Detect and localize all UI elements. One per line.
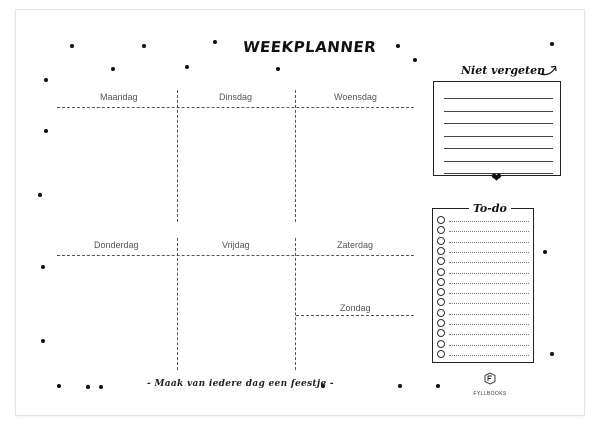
- todo-checkbox[interactable]: [437, 350, 445, 358]
- confetti-dot: [550, 42, 554, 46]
- confetti-dot: [70, 44, 74, 48]
- heart-icon: ❤: [491, 170, 502, 185]
- todo-line: [449, 283, 529, 284]
- todo-checkbox[interactable]: [437, 237, 445, 245]
- todo-checkbox[interactable]: [437, 340, 445, 348]
- todo-line: [449, 293, 529, 294]
- curved-arrow-icon: [536, 62, 560, 78]
- confetti-dot: [57, 384, 61, 388]
- todo-item[interactable]: [437, 329, 529, 337]
- day-label-wednesday: Woensdag: [334, 92, 377, 102]
- day-label-monday: Maandag: [100, 92, 138, 102]
- confetti-dot: [41, 339, 45, 343]
- reminder-line: [444, 148, 553, 149]
- todo-checkbox[interactable]: [437, 329, 445, 337]
- todo-item[interactable]: [437, 278, 529, 286]
- column-divider-1-top: [177, 90, 178, 222]
- confetti-dot: [550, 352, 554, 356]
- page-title: WEEKPLANNER: [242, 38, 378, 56]
- todo-checkbox[interactable]: [437, 288, 445, 296]
- todo-line: [449, 324, 529, 325]
- todo-line: [449, 355, 529, 356]
- confetti-dot: [86, 385, 90, 389]
- todo-checkbox[interactable]: [437, 257, 445, 265]
- todo-title: To-do: [469, 202, 511, 215]
- todo-checkbox[interactable]: [437, 298, 445, 306]
- reminder-line: [444, 111, 553, 112]
- confetti-dot: [543, 250, 547, 254]
- todo-item[interactable]: [437, 288, 529, 296]
- todo-item[interactable]: [437, 226, 529, 234]
- reminder-line: [444, 123, 553, 124]
- todo-item[interactable]: [437, 298, 529, 306]
- confetti-dot: [398, 384, 402, 388]
- day-label-sunday: Zondag: [340, 303, 371, 313]
- confetti-dot: [111, 67, 115, 71]
- todo-line: [449, 314, 529, 315]
- todo-checkbox[interactable]: [437, 278, 445, 286]
- column-divider-1-bottom: [177, 238, 178, 370]
- brand-logo: [470, 372, 510, 397]
- fyllbooks-logo-icon: [484, 372, 496, 385]
- todo-line: [449, 262, 529, 263]
- motto: - Maak van iedere dag een feestje -: [147, 379, 334, 389]
- confetti-dot: [413, 58, 417, 62]
- brand-name: FYLLBOOKS: [473, 391, 507, 397]
- confetti-dot: [213, 40, 217, 44]
- todo-line: [449, 221, 529, 222]
- todo-item[interactable]: [437, 257, 529, 265]
- todo-item[interactable]: [437, 309, 529, 317]
- confetti-dot: [396, 44, 400, 48]
- todo-checkbox[interactable]: [437, 247, 445, 255]
- confetti-dot: [276, 67, 280, 71]
- confetti-dot: [44, 78, 48, 82]
- confetti-dot: [436, 384, 440, 388]
- sunday-divider: [296, 315, 414, 316]
- todo-item[interactable]: [437, 350, 529, 358]
- column-divider-2-top: [295, 90, 296, 222]
- todo-item[interactable]: [437, 268, 529, 276]
- todo-line: [449, 242, 529, 243]
- todo-checkbox[interactable]: [437, 268, 445, 276]
- confetti-dot: [41, 265, 45, 269]
- todo-item[interactable]: [437, 237, 529, 245]
- todo-checkbox[interactable]: [437, 319, 445, 327]
- reminder-line: [444, 136, 553, 137]
- reminder-box[interactable]: [433, 81, 561, 176]
- day-label-friday: Vrijdag: [222, 240, 250, 250]
- confetti-dot: [185, 65, 189, 69]
- bottom-row-divider: [57, 255, 414, 256]
- todo-checkbox[interactable]: [437, 216, 445, 224]
- reminder-line: [444, 161, 553, 162]
- confetti-dot: [44, 129, 48, 133]
- todo-item[interactable]: [437, 247, 529, 255]
- reminder-line: [444, 98, 553, 99]
- todo-item[interactable]: [437, 216, 529, 224]
- confetti-dot: [38, 193, 42, 197]
- todo-checkbox[interactable]: [437, 226, 445, 234]
- todo-box: [432, 208, 534, 363]
- reminder-title: Niet vergeten: [461, 64, 546, 77]
- todo-line: [449, 231, 529, 232]
- day-label-tuesday: Dinsdag: [219, 92, 253, 102]
- todo-line: [449, 252, 529, 253]
- todo-line: [449, 334, 529, 335]
- todo-line: [449, 303, 529, 304]
- todo-line: [449, 345, 529, 346]
- column-divider-2-bottom: [295, 238, 296, 370]
- todo-line: [449, 273, 529, 274]
- confetti-dot: [142, 44, 146, 48]
- day-label-thursday: Donderdag: [94, 240, 139, 250]
- top-row-divider: [57, 107, 414, 108]
- confetti-dot: [99, 385, 103, 389]
- day-label-saturday: Zaterdag: [337, 240, 374, 250]
- todo-checkbox[interactable]: [437, 309, 445, 317]
- todo-item[interactable]: [437, 340, 529, 348]
- todo-item[interactable]: [437, 319, 529, 327]
